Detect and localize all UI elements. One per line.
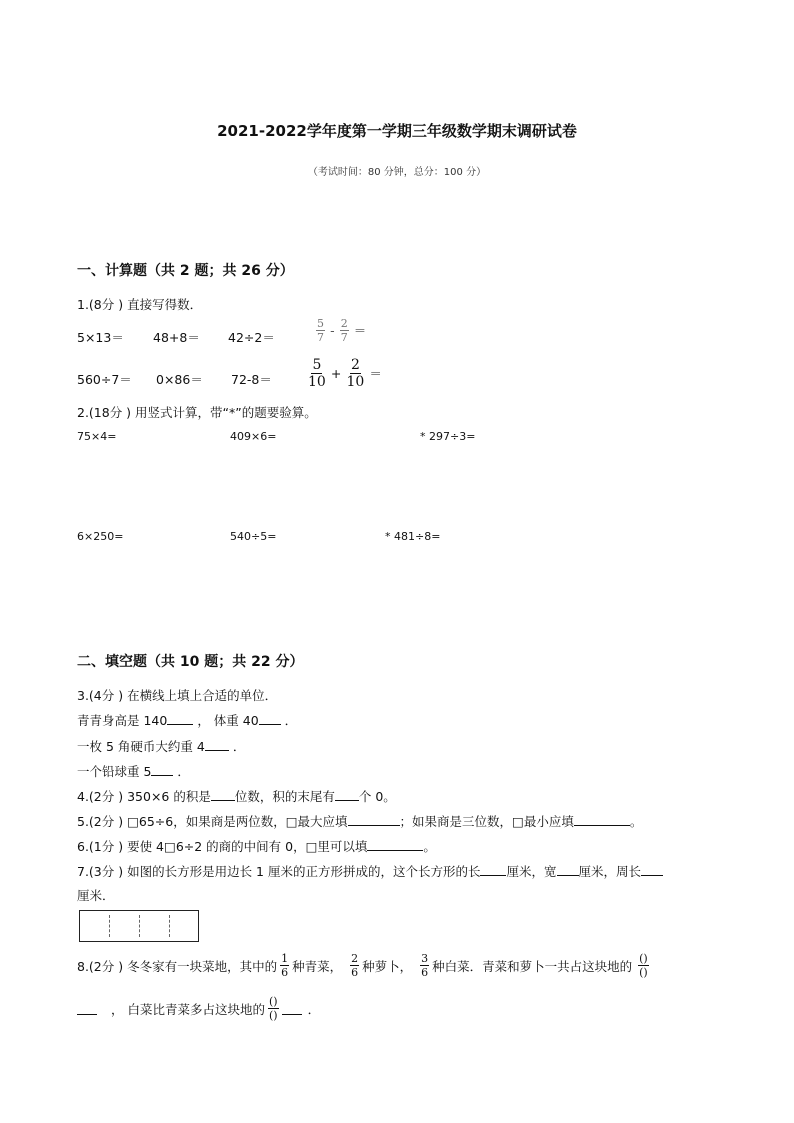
question-2-label: 2.(18分 ) 用竖式计算，带“*”的题要验算。: [77, 405, 317, 420]
answer-blank[interactable]: [167, 712, 193, 725]
answer-blank[interactable]: [259, 712, 281, 725]
question-5: 5.(2分 ) □65÷6，如果商是两位数，□最大应填 ；如果商是三位数，□最小应填 。: [77, 814, 643, 829]
q2-item: 540÷5=: [230, 530, 277, 543]
q2-item: 409×6=: [230, 430, 277, 443]
answer-blank[interactable]: [335, 788, 359, 801]
answer-blank[interactable]: [151, 763, 173, 776]
answer-blank[interactable]: [367, 838, 423, 851]
q1-item: 48+8＝: [153, 330, 200, 345]
answer-blank[interactable]: [77, 1002, 97, 1015]
answer-blank[interactable]: [574, 813, 630, 826]
q2-item: 75×4=: [77, 430, 117, 443]
q2-item: * 481÷8=: [385, 530, 441, 543]
q1-item: 72-8＝: [231, 372, 272, 387]
question-1-label: 1.(8分 ) 直接写得数．: [77, 297, 203, 312]
exam-info: （考试时间：80 分钟，总分：100 分）: [307, 167, 487, 178]
question-4: 4.(2分 ) 350×6 的积是 位数，积的末尾有 个 0。: [77, 789, 396, 804]
answer-blank[interactable]: [282, 1002, 302, 1015]
question-8: 8.(2分 ) 冬冬家有一块菜地，其中的 $\frac{1}{6}$ 种青菜， $\frac{2}{6}$ 种萝卜， $\frac{3}{6}$ 种白菜．青菜和萝卜一共占这块地的 $\frac{()}{()}$: [77, 952, 648, 979]
grid-divider: [109, 915, 110, 937]
q1-fraction-expression: $\frac{5}{7}$ - $\frac{2}{7}$ ＝: [317, 317, 367, 344]
rectangle-figure: [79, 910, 199, 942]
question-7-end: 厘米．: [77, 888, 115, 903]
grid-divider: [169, 915, 170, 937]
question-8-line-2: ， 白菜比青菜多占这块地的 $\frac{()}{()}$ ．: [77, 996, 320, 1021]
q3-line-3: 一个铅球重 5 ．: [77, 764, 190, 779]
q1-fraction-expression: $\frac{5}{10}$ + $\frac{2}{10}$ ＝: [308, 357, 382, 390]
answer-blank[interactable]: [205, 738, 229, 751]
section-1-heading: 一、计算题（共 2 题；共 26 分）: [77, 263, 294, 279]
answer-blank[interactable]: [480, 863, 506, 876]
question-3-label: 3.(4分 ) 在横线上填上合适的单位．: [77, 688, 278, 703]
q1-item: 5×13＝: [77, 330, 124, 345]
q2-item: 6×250=: [77, 530, 124, 543]
grid-divider: [139, 915, 140, 937]
answer-blank[interactable]: [557, 863, 579, 876]
q1-item: 42÷2＝: [228, 330, 275, 345]
q3-line-2: 一枚 5 角硬币大约重 4 ．: [77, 739, 246, 754]
section-2-heading: 二、填空题（共 10 题；共 22 分）: [77, 654, 304, 670]
q3-line-1: 青青身高是 140 ， 体重 40 ．: [77, 713, 298, 728]
answer-blank[interactable]: [348, 813, 400, 826]
answer-blank[interactable]: [211, 788, 235, 801]
answer-blank[interactable]: [641, 863, 663, 876]
q1-item: 560÷7＝: [77, 372, 132, 387]
q2-item: * 297÷3=: [420, 430, 476, 443]
page-title: 2021-2022学年度第一学期三年级数学期末调研试卷: [217, 122, 577, 140]
question-7: 7.(3分 ) 如图的长方形是用边长 1 厘米的正方形拼成的，这个长方形的长 厘米，宽 厘米，周长: [77, 862, 663, 880]
q1-item: 0×86＝: [156, 372, 203, 387]
question-6: 6.(1分 ) 要使 4□6÷2 的商的中间有 0，□里可以填 。: [77, 839, 436, 854]
